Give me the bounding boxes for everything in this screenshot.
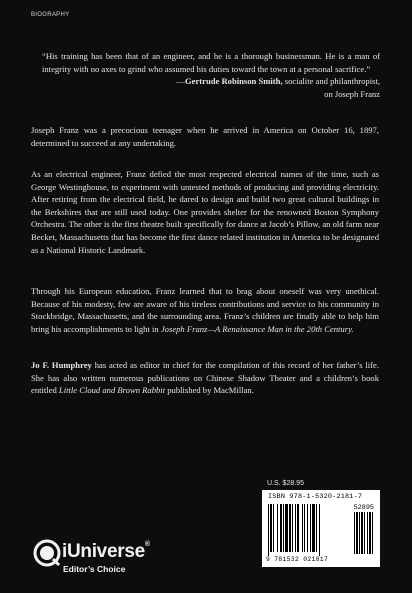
- book-title: Joseph Franz—A Renaissance Man in the 20th Century.: [160, 323, 354, 334]
- barcode-bar: [280, 504, 282, 552]
- barcode-bar: [304, 504, 305, 552]
- blurb-quote: [42, 50, 380, 100]
- publisher-tagline: Editor’s Choice: [63, 564, 126, 574]
- editor-bio-end: published by MacMillan.: [165, 385, 254, 396]
- paragraph-intro: [31, 124, 379, 149]
- publisher-name: [62, 541, 150, 563]
- addon-barcode-bar: [356, 512, 358, 554]
- quote-attribution: [42, 75, 380, 88]
- paragraph-editor: [31, 359, 379, 397]
- barcode-bar: [285, 504, 288, 552]
- addon-barcode-bar: [364, 512, 365, 554]
- barcode-bar: [283, 504, 284, 552]
- addon-barcode-bar: [354, 512, 355, 554]
- paragraph-modesty: [31, 285, 379, 335]
- publisher-logo: [33, 537, 173, 587]
- barcode-bar: [270, 504, 272, 552]
- barcode-bar: [302, 504, 303, 552]
- paragraph-editor-text: [31, 359, 379, 397]
- paragraph-engineering-text: As an electrical engineer, Franz defied the most respected electrical names of the time, such as George Westinghouse, to experiment with untested methods of producing and providing electricity. After retiring from the electrical field, he dared to design and build two great cultural buildings in the Berkshires that are still used today. One provides shelter for the renowned Boston Symphony Orchestra. The other is the first theatre built specifically for dance at Jacob’s Pillow, an old farm near Becket, Massachusetts that has become the first dance related institution in America to be designated as a National Historic Landmark.: [31, 169, 379, 255]
- barcode-bar: [268, 504, 269, 556]
- addon-barcode-bar: [369, 512, 371, 554]
- barcode-bar: [295, 504, 296, 552]
- barcode-bar: [297, 504, 299, 552]
- barcode-bar: [316, 504, 317, 552]
- paragraph-modesty-text: [31, 285, 379, 335]
- category-label: BIOGRAPHY: [31, 12, 70, 18]
- publisher-name-text: iUniverse: [62, 541, 145, 562]
- quote-about: on Joseph Franz: [324, 88, 380, 99]
- editor-bio: has acted as editor in chief for the compilation of this record of her father’s life. She has also written numerous publications on Chinese Shadow Theater and a children’s book entitled: [31, 360, 379, 396]
- paragraph-engineering: [31, 168, 379, 256]
- quote-text: “His training has been that of an engineer, and he is a thorough businessman. He is a man of integrity with no axes to grind who assumed his duties toward the town at a personal sacrifice.”: [42, 51, 380, 74]
- childrens-book-title: Little Cloud and Brown Rabbit: [58, 385, 166, 396]
- editor-name: Jo F. Humphrey: [31, 360, 92, 370]
- quote-author: Gertrude Robinson Smith,: [184, 76, 283, 87]
- addon-barcode-bar: [359, 512, 360, 554]
- quote-dash: —: [176, 76, 185, 87]
- barcode-bar: [312, 504, 315, 552]
- barcode-icon: [268, 504, 376, 556]
- quote-author-role: socialite and philanthropist,: [282, 76, 380, 87]
- price-label: U.S. $28.95: [267, 480, 304, 487]
- iuniverse-logo-icon: [33, 539, 61, 567]
- price-code: 52895: [353, 504, 374, 512]
- addon-barcode-bar: [361, 512, 363, 554]
- paragraph-intro-text: Joseph Franz was a precocious teenager when he arrived in America on October 16, 1897, determined to succeed at any undertaking.: [31, 125, 379, 148]
- barcode-number: 9 781532 021817: [266, 556, 329, 563]
- barcode-bar: [307, 504, 308, 552]
- addon-barcode-bar: [367, 512, 368, 554]
- barcode-bar: [292, 504, 293, 552]
- paragraph-modesty-body: Through his European education, Franz learned that to brag about oneself was very unethical. Because of his modesty, few are aware of his tireless contributions and service to his community in Stockbridge, Massachusetts, and the surrounding area. Franz’s children are finally able to help him bring his accomplishments to light in: [31, 286, 379, 334]
- barcode-bar: [319, 504, 320, 556]
- barcode-bar: [277, 504, 278, 552]
- barcode-bar: [310, 504, 311, 552]
- barcode-panel: [262, 490, 380, 567]
- registered-mark: ®: [144, 541, 150, 548]
- barcode-bar: [289, 504, 291, 552]
- barcode-bar: [273, 504, 274, 552]
- isbn-text: ISBN 978-1-5320-2181-7: [268, 493, 363, 501]
- addon-barcode-bar: [372, 512, 373, 554]
